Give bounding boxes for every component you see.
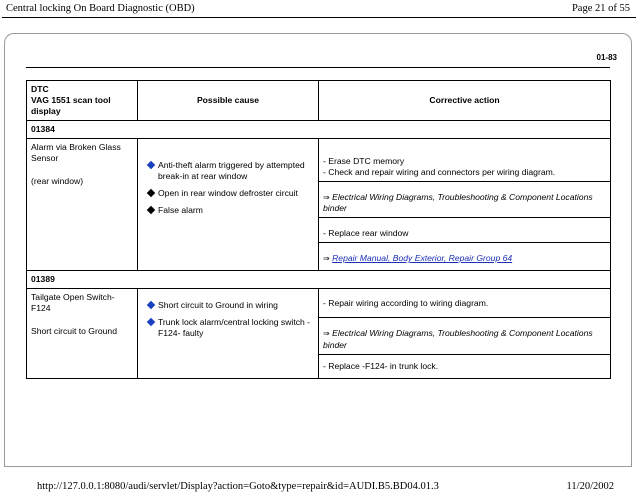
- header-corrective-action: Corrective action: [319, 81, 611, 121]
- cause-text: False alarm: [158, 205, 203, 215]
- action-text: - Replace rear window: [323, 228, 409, 239]
- header-divider: [2, 17, 636, 18]
- possible-causes: [138, 139, 319, 271]
- diamond-bullet-icon: [147, 301, 155, 309]
- header-dtc: [27, 81, 138, 121]
- action-reference[interactable]: Electrical Wiring Diagrams, Troubleshooting & Component Locations binder: [323, 192, 593, 214]
- action-item: [319, 218, 610, 243]
- table-row: [27, 121, 611, 139]
- print-date: 11/20/2002: [566, 481, 614, 492]
- repair-manual-link[interactable]: Repair Manual, Body Exterior, Repair Group 64: [332, 253, 513, 264]
- action-item: [319, 153, 610, 182]
- action-item: [319, 355, 610, 375]
- dtc-display-text: Tailgate Open Switch-F124: [31, 292, 115, 314]
- action-item[interactable]: [319, 318, 610, 354]
- right-double-arrow-icon: ⇒: [323, 193, 330, 202]
- cause-text: Short circuit to Ground in wiring: [158, 300, 278, 311]
- action-item[interactable]: [319, 182, 610, 218]
- header-scan-tool-label: VAG 1551 scan tool display: [31, 95, 111, 116]
- cause-text: Open in rear window defroster circuit: [158, 188, 298, 198]
- list-item: [148, 300, 314, 311]
- action-reference[interactable]: Electrical Wiring Diagrams, Troubleshooting & Component Locations binder: [323, 328, 593, 350]
- diamond-bullet-icon: [147, 189, 155, 197]
- right-double-arrow-icon: ⇒: [323, 329, 330, 339]
- action-text: - Check and repair wiring and connectors per wiring diagram.: [323, 167, 556, 177]
- action-item[interactable]: [319, 243, 610, 267]
- action-text: - Erase DTC memory: [323, 156, 405, 166]
- dtc-table: [26, 80, 611, 379]
- table-row: [27, 271, 611, 289]
- action-item: [319, 295, 610, 318]
- page-url: http://127.0.0.1:8080/audi/servlet/Display?action=Goto&type=repair&id=AUDI.B5.BD04.01.3: [37, 481, 439, 492]
- action-text: - Repair wiring according to wiring diagram.: [323, 298, 489, 309]
- diamond-bullet-icon: [147, 161, 155, 169]
- table-row: [27, 289, 611, 378]
- cause-text: Trunk lock alarm/central locking switch -F124- faulty: [158, 317, 311, 339]
- dtc-code: 01384: [27, 121, 611, 139]
- diamond-bullet-icon: [147, 318, 155, 326]
- page-id: 01-83: [596, 53, 617, 62]
- list-item: [148, 188, 314, 199]
- dtc-display-note: (rear window): [31, 176, 84, 186]
- page-number: Page 21 of 55: [571, 3, 630, 14]
- header-dtc-label: DTC: [31, 84, 49, 94]
- list-item: [148, 205, 314, 216]
- header-possible-cause: Possible cause: [138, 81, 319, 121]
- document-title: Central locking On Board Diagnostic (OBD): [6, 3, 195, 14]
- right-double-arrow-icon: ⇒: [323, 254, 330, 264]
- table-row: [27, 139, 611, 271]
- dtc-display: [27, 289, 138, 378]
- table-header-row: [27, 81, 611, 121]
- corrective-actions: [319, 139, 611, 271]
- cause-text: Anti-theft alarm triggered by attempted break-in at rear window: [158, 160, 305, 181]
- list-item: [148, 317, 314, 339]
- page-id-divider: [26, 67, 610, 68]
- list-item: [148, 160, 314, 182]
- corrective-actions: [319, 289, 611, 378]
- dtc-code: 01389: [27, 271, 611, 289]
- dtc-display-text: Alarm via Broken Glass Sensor: [31, 142, 121, 163]
- dtc-display-note: Short circuit to Ground: [31, 326, 117, 337]
- diamond-bullet-icon: [147, 206, 155, 214]
- action-text: - Replace -F124- in trunk lock.: [323, 360, 439, 371]
- possible-causes: [138, 289, 319, 378]
- dtc-display: [27, 139, 138, 271]
